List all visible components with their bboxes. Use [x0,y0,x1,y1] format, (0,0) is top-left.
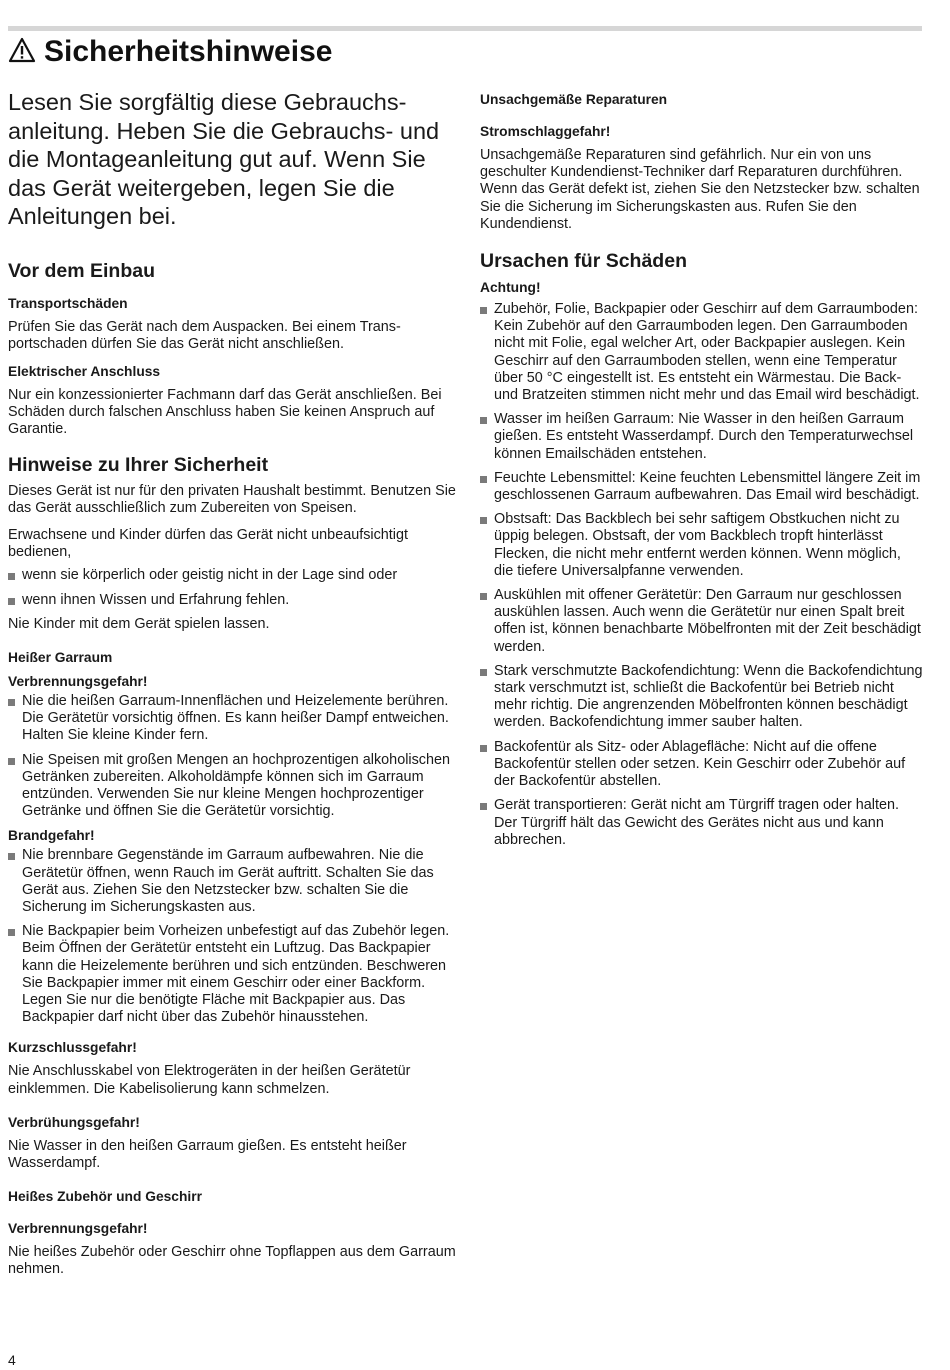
list-item: Wasser im heißen Garraum: Nie Wasser in den heißen Garraum gießen. Es entsteht Wasserdampf. Durch den Temperaturwechsel können Emailschäden entstehen. [480,411,924,463]
paragraph: Prüfen Sie das Gerät nach dem Auspacken. Bei einem Transportschaden dürfen Sie das Gerät nicht anschließen. [8,318,401,352]
section-heisser-garraum [8,649,456,1172]
subheading: Verbrennungsgefahr! [8,1221,148,1237]
list-item: Gerät transportieren: Gerät nicht am Türgriff tragen oder halten. Der Türgriff hält das Gewicht des Gerätes nicht aus und kann abbrechen. [480,797,924,849]
paragraph: Nie Kinder mit dem Gerät spielen lassen. [8,615,270,632]
list-item: Nie brennbare Gegenstände im Garraum aufbewahren. Nie die Gerätetür öffnen, wenn Rauch im Gerät auftritt. Schalten Sie das Gerät aus. Ziehen Sie den Netzstecker bzw. schalten Sie die Sicherung im Sicherungskasten aus. [8,847,456,916]
subheading: Heißer Garraum [8,649,113,665]
subheading: Transportschäden [8,295,128,311]
intro-text: Lesen Sie sorgfältig diese Gebrauchsanleitung. Heben Sie die Gebrauchs- und die Montageanleitung gut auf. Wenn Sie das Gerät weitergeben, legen Sie die Anleitungen bei. [8,89,440,229]
paragraph: Dieses Gerät ist nur für den privaten Haushalt bestimmt. Benutzen Sie das Gerät ausschließlich zum Zubereiten von Speisen. [8,482,456,516]
page-title [8,33,332,71]
subheading: Verbrühungsgefahr! [8,1114,140,1130]
section-heading: Vor dem Einbau [8,259,155,282]
list-item: Nie Backpapier beim Vorheizen unbefestigt auf das Zubehör legen. Beim Öffnen der Gerätetür entsteht ein Luftzug. Das Backpapier kann die Heizelemente berühren und sich entzünden. Beschweren Sie Backpapier immer mit einem Geschirr oder einer Backform. Legen Sie nur die benötigte Fläche mit Backpapier aus. Das Backpapier darf nicht über das Zubehör hinausstehen. [8,923,456,1026]
section-heisses-zubehoer [8,1188,456,1278]
paragraph: Nur ein konzessionierter Fachmann darf das Gerät anschließen. Bei Schäden durch falschen Anschluss haben Sie keinen Anspruch auf Garantie. [8,386,442,438]
list-item: Feuchte Lebensmittel: Keine feuchten Lebensmittel längere Zeit im geschlossenen Garraum aufbewahren. Das Email wird beschädigt. [480,470,924,504]
subheading: Heißes Zubehör und Geschirr [8,1189,202,1205]
section-hinweise-sicherheit [8,453,456,633]
warning-icon [8,37,36,63]
paragraph: Unsachgemäße Reparaturen sind gefährlich. Nur ein von uns geschulter Kundendienst-Techniker darf Reparaturen durchführen. Wenn das Gerät defekt ist, ziehen Sie den Netzstecker bzw. schalten Sie die Sicherung im Sicherungskasten aus. Rufen Sie den Kundendienst. [480,147,920,232]
bullet-list [8,847,456,1026]
list-item: Nie Speisen mit großen Mengen an hochprozentigen alkoholischen Getränken zubereiten. Alkoholdämpfe können sich im Garraum entzünden. Verwenden Sie nur kleine Mengen hochprozentiger Getränke und öffnen Sie die Gerätetür vorsichtig. [8,752,456,821]
list-item: Backofentür als Sitz- oder Ablagefläche: Nicht auf die offene Backofentür stellen oder setzen. Kein Geschirr oder Zubehör auf der Backofentür abstellen. [480,739,924,791]
paragraph: Nie Anschlusskabel von Elektrogeräten in der heißen Gerätetür einklemmen. Die Kabelisolierung kann schmelzen. [8,1063,411,1097]
bullet-list [480,301,924,849]
bullet-list [8,693,456,820]
subheading: Stromschlaggefahr! [480,124,611,139]
list-item: Obstsaft: Das Backblech bei sehr saftigem Obstkuchen nicht zu üppig belegen. Obstsaft, der vom Backblech tropft hinterlässt Flecken, die nicht mehr entfernt werden können. Wenn möglich, die tiefere Universalpfanne verwenden. [480,511,924,580]
page-number: 4 [8,1352,16,1368]
paragraph: Erwachsene und Kinder dürfen das Gerät nicht unbeaufsichtigt bedienen, [8,526,408,561]
list-item: Stark verschmutzte Backofendichtung: Wenn die Backofendichtung stark verschmutzt ist, schließt die Backofentür bei Betrieb nicht mehr richtig. Die angrenzenden Möbelfronten können beschädigt werden. Backofendichtung immer sauber halten. [480,663,924,732]
left-column [8,88,456,1289]
section-vor-dem-einbau [8,259,456,439]
list-item: Zubehör, Folie, Backpapier oder Geschirr auf dem Garraumboden: Kein Zubehör auf den Garraumboden legen. Den Garraumboden nicht mit Folie, egal welcher Art, oder Backpapier auslegen. Kein Geschirr auf den Garraumboden stellen, wenn eine Temperatur über 50 °C eingestellt ist. Es entsteht ein Wärmestau. Die Back- und Bratzeiten stimmen nicht mehr und das Email wird beschädigt. [480,301,924,404]
list-item: Auskühlen mit offener Gerätetür: Den Garraum nur geschlossen auskühlen lassen. Auch wenn die Gerätetür nur einen Spalt breit offen ist, können benachbarte Möbelfronten mit der Zeit beschädigt werden. [480,587,924,656]
section-reparaturen [480,91,924,233]
subheading: Verbrennungsgefahr! [8,673,148,689]
section-heading: Ursachen für Schäden [480,250,687,273]
subheading: Unsachgemäße Reparaturen [480,92,668,107]
paragraph: Nie heißes Zubehör oder Geschirr ohne Topflappen aus dem Garraum nehmen. [8,1244,456,1278]
section-heading: Hinweise zu Ihrer Sicherheit [8,453,269,476]
list-item: wenn ihnen Wissen und Erfahrung fehlen. [8,592,456,609]
section-ursachen-schaeden [480,249,924,849]
list-item: wenn sie körperlich oder geistig nicht in der Lage sind oder [8,567,456,584]
subheading: Elektrischer Anschluss [8,363,161,379]
bullet-list [8,567,456,608]
paragraph: Nie Wasser in den heißen Garraum gießen. Es entsteht heißer Wasserdampf. [8,1137,407,1171]
subheading: Kurzschlussgefahr! [8,1040,137,1056]
right-column [480,91,924,856]
subheading: Brandgefahr! [8,828,95,844]
top-rule [8,26,922,31]
subheading: Achtung! [480,280,541,296]
page-title-text: Sicherheitshinweise [44,35,333,68]
list-item: Nie die heißen Garraum-Innenflächen und Heizelemente berühren. Die Gerätetür vorsichtig öffnen. Es kann heißer Dampf entweichen. Halten Sie kleine Kinder fern. [8,693,456,745]
